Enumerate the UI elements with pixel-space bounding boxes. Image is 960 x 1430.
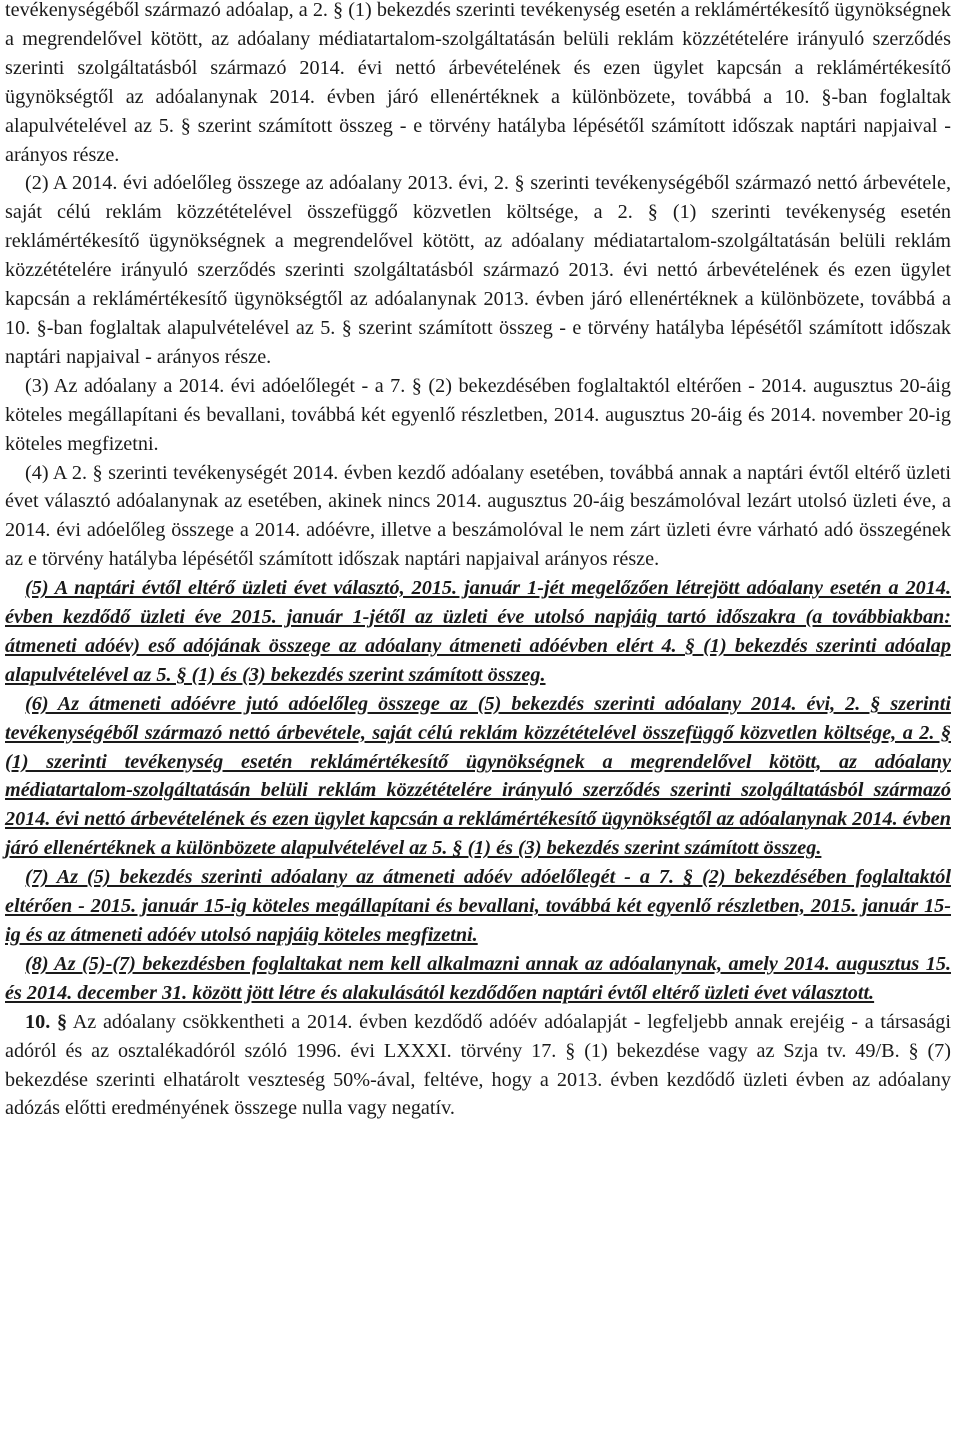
paragraph-2: (2) A 2014. évi adóelőleg összege az adóalany 2013. évi, 2. § szerinti tevékenységéből származó nettó árbevétele, saját célú reklám közzétételével összefüggő közvetlen költsége, a 2. § (1) szerinti tevékenység esetén reklámértékesítő ügynökségnek a megrendelővel kötött, az adóalany médiatartalom-szolgáltatásán belüli reklám közzétételére irányuló szerződés szerinti szolgáltatásból származó 2013. évi nettó árbevételének és ezen ügylet kapcsán a reklámértékesítő ügynökségtől az adóalanynak 2013. évben járó ellenértéknek a különbözete, továbbá a 10. §-ban foglaltak alapulvételével az 5. § szerint számított összeg - e törvény hatályba lépésétől számított időszak naptári napjaival - arányos része. bbox=[5, 172, 951, 368]
section-10 bbox=[5, 1008, 951, 1124]
paragraph-3: (3) Az adóalany a 2014. évi adóelőlegét - a 7. § (2) bekezdésében foglaltaktól eltérően - 2014. augusztus 20-áig köteles megállapítani és bevallani, továbbá két egyenlő részletben, 2014. augusztus 20-áig és 2014. november 20-ig köteles megfizetni. bbox=[5, 374, 951, 455]
amendment-paragraph-5: (5) A naptári évtől eltérő üzleti évet választó, 2015. január 1-jét megelőzően létrejött adóalany esetén a 2014. évben kezdődő üzleti éve 2015. január 1-jétől az üzleti éve utolsó napjáig tartó időszakra (a továbbiakban: átmeneti adóév) eső adójának összege az adóalany átmeneti adóévben elért 4. § (1) bekezdés szerinti adóalap alapulvételével az 5. § (1) és (3) bekezdés szerint számított összeg. bbox=[5, 577, 951, 686]
amendment-paragraph-7: (7) Az (5) bekezdés szerinti adóalany az átmeneti adóév adóelőlegét - a 7. § (2) bekezdésében foglaltaktól eltérően - 2015. január 15-ig köteles megállapítani és bevallani, továbbá két egyenlő részletben, 2015. január 15-ig és az átmeneti adóév utolsó napjáig köteles megfizetni. bbox=[5, 866, 951, 946]
amendment-paragraph-6: (6) Az átmeneti adóévre jutó adóelőleg összege az (5) bekezdés szerinti adóalany 2014. évi, 2. § szerinti tevékenységéből származó nettó árbevétele, saját célú reklám közzétételével összefüggő közvetlen költsége, a 2. § (1) szerinti tevékenység esetén reklámértékesítő ügynökségnek a megrendelővel kötött, az adóalany médiatartalom-szolgáltatásán belüli reklám közzétételére irányuló szerződés szerinti szolgáltatásból származó 2014. évi nettó árbevételének és ezen ügylet kapcsán a reklámértékesítő ügynökségtől az adóalanynak 2014. évben járó ellenértéknek a különbözete alapulvételével az 5. § (1) és (3) bekezdés szerint számított összeg. bbox=[5, 692, 951, 860]
section-text: Az adóalany csökkentheti a 2014. évben kezdődő adóév adóalapját - legfeljebb annak erejéig - a társasági adóról és az osztalékadóról szóló 1996. évi LXXXI. törvény 17. § (1) bekezdése vagy az Szja tv. 49/B. § (7) bekezdése szerinti elhatárolt veszteség 50%-ával, feltéve, hogy a 2013. évben kezdődő üzleti évben az adóalany adózás előtti eredményének összege nulla vagy negatív. bbox=[5, 1010, 952, 1120]
paragraph-4: (4) A 2. § szerinti tevékenységét 2014. évben kezdő adóalany esetében, továbbá annak a naptári évtől eltérő üzleti évet választó adóalanynak az esetében, akinek nincs 2014. augusztus 20-áig beszámolóval lezárt utolsó üzleti éve, a 2014. évi adóelőleg összege a 2014. adóévre, illetve a beszámolóval le nem zárt üzleti évre várható adó összegének az e törvény hatályba lépésétől számított időszak naptári napjaival arányos része. bbox=[5, 461, 951, 571]
section-number: 10. § bbox=[25, 1010, 68, 1033]
amendment-paragraph-8: (8) Az (5)-(7) bekezdésben foglaltakat nem kell alkalmazni annak az adóalanynak, amely 2014. augusztus 15. és 2014. december 31. között jött létre és alakulásától kezdődően naptári évtől eltérő üzleti évet választott. bbox=[5, 952, 951, 1004]
paragraph-continuation: tevékenységéből származó adóalap, a 2. § (1) bekezdés szerinti tevékenység esetén a reklámértékesítő ügynökségnek a megrendelővel kötött, az adóalany médiatartalom-szolgáltatásán belüli reklám közzétételére irányuló szerződés szerinti szolgáltatásból származó 2014. évi nettó árbevételének és ezen ügylet kapcsán a reklámértékesítő ügynökségtől az adóalanynak 2014. évben járó ellenértéknek a különbözete, továbbá a 10. §-ban foglaltak alapulvételével az 5. § szerint számított összeg - e törvény hatályba lépésétől számított időszak naptári napjaival - arányos része. bbox=[5, 0, 951, 166]
